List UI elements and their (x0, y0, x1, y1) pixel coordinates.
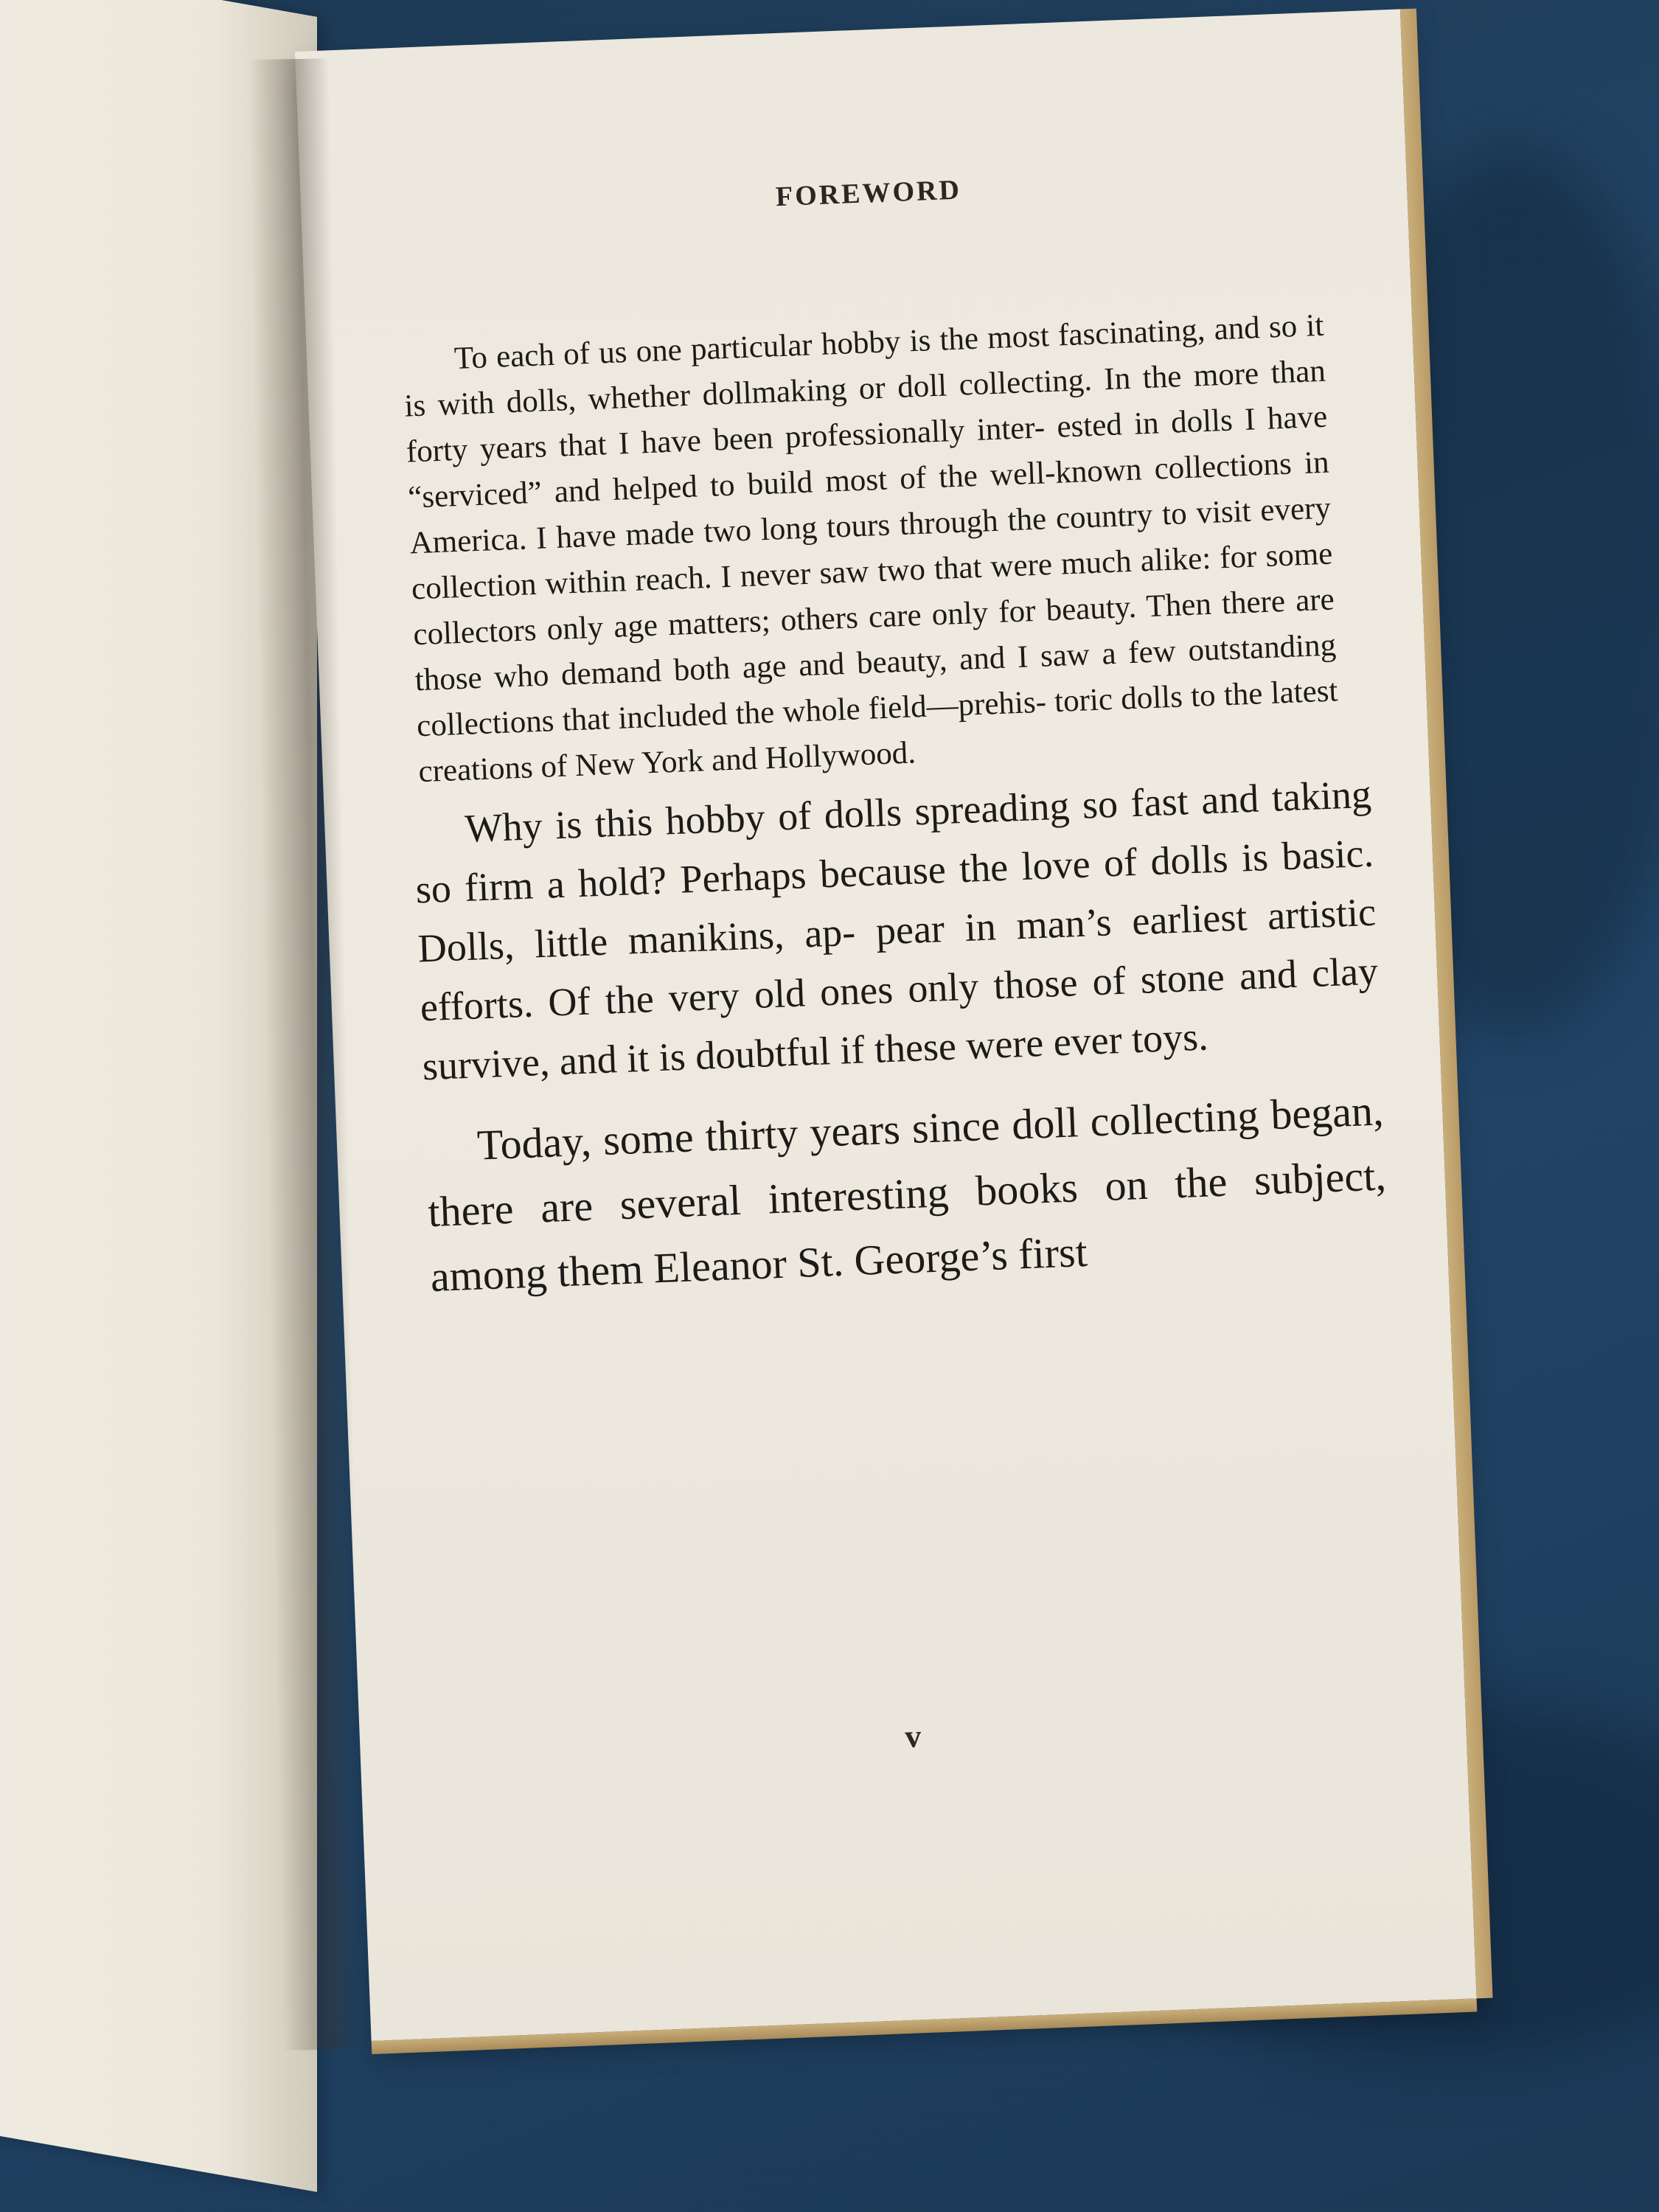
page-text-block (389, 159, 1390, 1310)
page-number: v (904, 1718, 922, 1755)
page-title: FOREWORD (775, 174, 962, 213)
page-edge-bottom (372, 1998, 1478, 2054)
right-page (295, 9, 1477, 2041)
paragraph-2: Why is this hobby of dolls spreading so fast and taking so firm a hold? Perhaps because the love of dolls is basic. Dolls, little manikins, ap- pear in man’s earliest artistic efforts. Of the very old ones only those of stone and clay survive, and it is doubtful if these were ever toys. (414, 771, 1380, 1089)
paragraph-3: Today, some thirty years since doll collecting began, there are several interesting books on the subject, among them Eleanor St. George’s first (427, 1086, 1387, 1301)
paragraph-1: To each of us one particular hobby is the most fascinating, and so it is with dolls, whether dollmaking or doll collecting. In the more than forty years that I have been professionally inter- ested in dolls I have “serviced” and helped to build most of the well-known collections in America. I have made two long tours through the country to visit every collection within reach. I never saw two that were much alike: for some collectors only age matters; others care only for beauty. Then there are those who demand both age and beauty, and I saw a few outstanding collections that included the whole field—prehis- toric dolls to the latest creations of New York and Hollywood. (403, 307, 1339, 790)
